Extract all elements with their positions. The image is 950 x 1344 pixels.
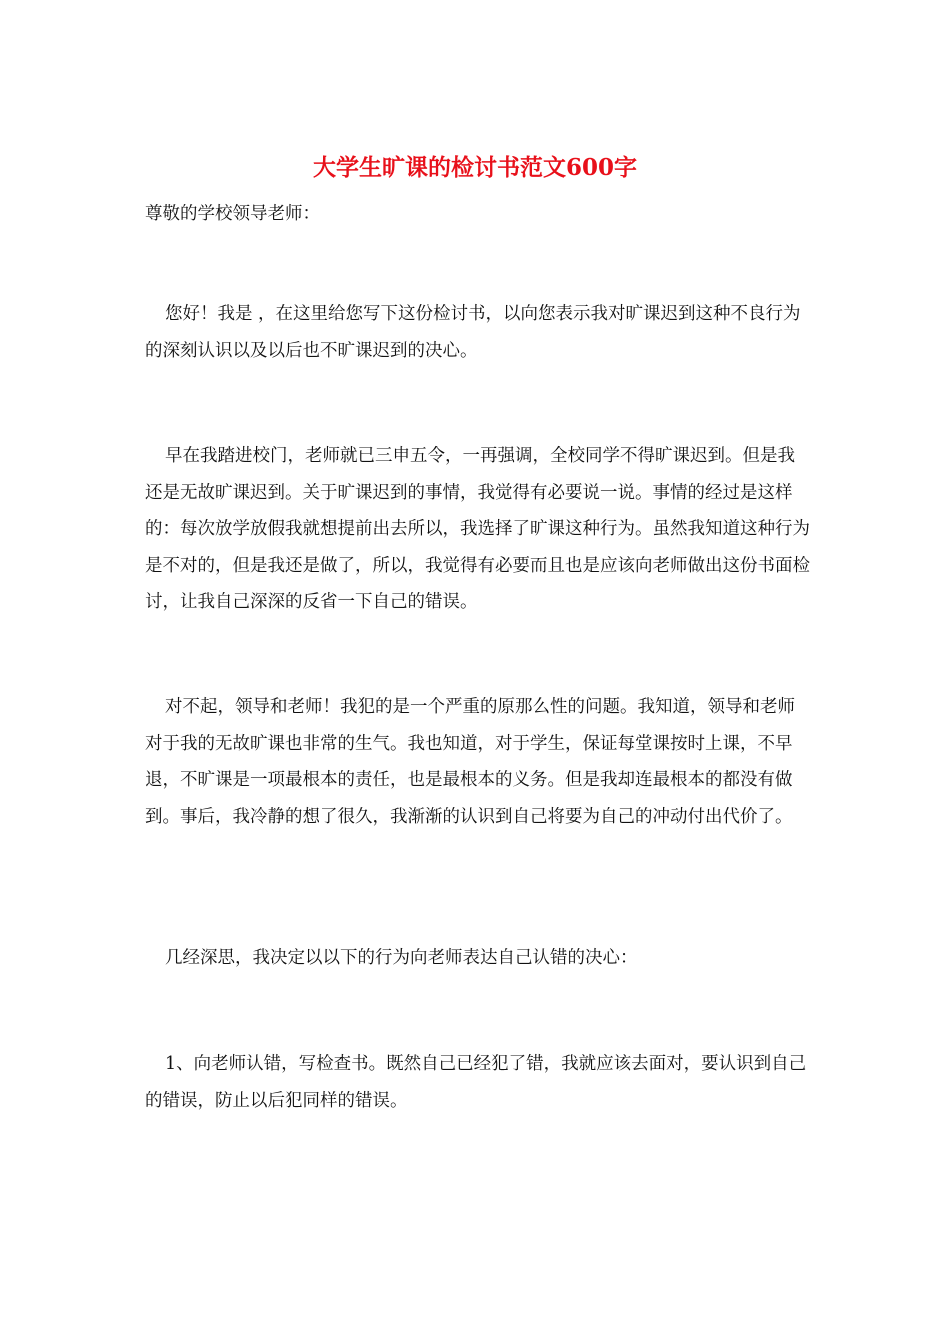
document-title: 大学生旷课的检讨书范文600字 [312, 154, 637, 181]
paragraph-background: 早在我踏进校门，老师就已三申五令，一再强调，全校同学不得旷课迟到。但是我还是无故旷课迟到。关于旷课迟到的事情，我觉得有必要说一说。事情的经过是这样的：每次放学放假我就想提前出去所以，我选择了旷课这种行为。虽然我知道这种行为是不对的，但是我还是做了，所以，我觉得有必要而且也是应该向老师做出这份书面检讨，让我自己深深的反省一下自己的错误。 [145, 446, 810, 612]
paragraph-resolution-item-1: 1、向老师认错，写检查书。既然自己已经犯了错，我就应该去面对，要认识到自己的错误，防止以后犯同样的错误。 [145, 1054, 807, 1111]
paragraph-greeting: 您好！我是 ，在这里给您写下这份检讨书，以向您表示我对旷课迟到这种不良行为的深刻认识以及以后也不旷课迟到的决心。 [145, 304, 801, 361]
paragraph-apology: 对不起，领导和老师！我犯的是一个严重的原那么性的问题。我知道，领导和老师对于我的无故旷课也非常的生气。我也知道，对于学生，保证每堂课按时上课，不早退，不旷课是一项最根本的责任，也是最根本的义务。但是我却连最根本的都没有做到。事后，我冷静的想了很久，我渐渐的认识到自己将要为自己的冲动付出代价了。 [145, 697, 795, 827]
paragraph-resolution-intro: 几经深思，我决定以以下的行为向老师表达自己认错的决心： [165, 948, 638, 968]
salutation: 尊敬的学校领导老师： [145, 204, 320, 224]
